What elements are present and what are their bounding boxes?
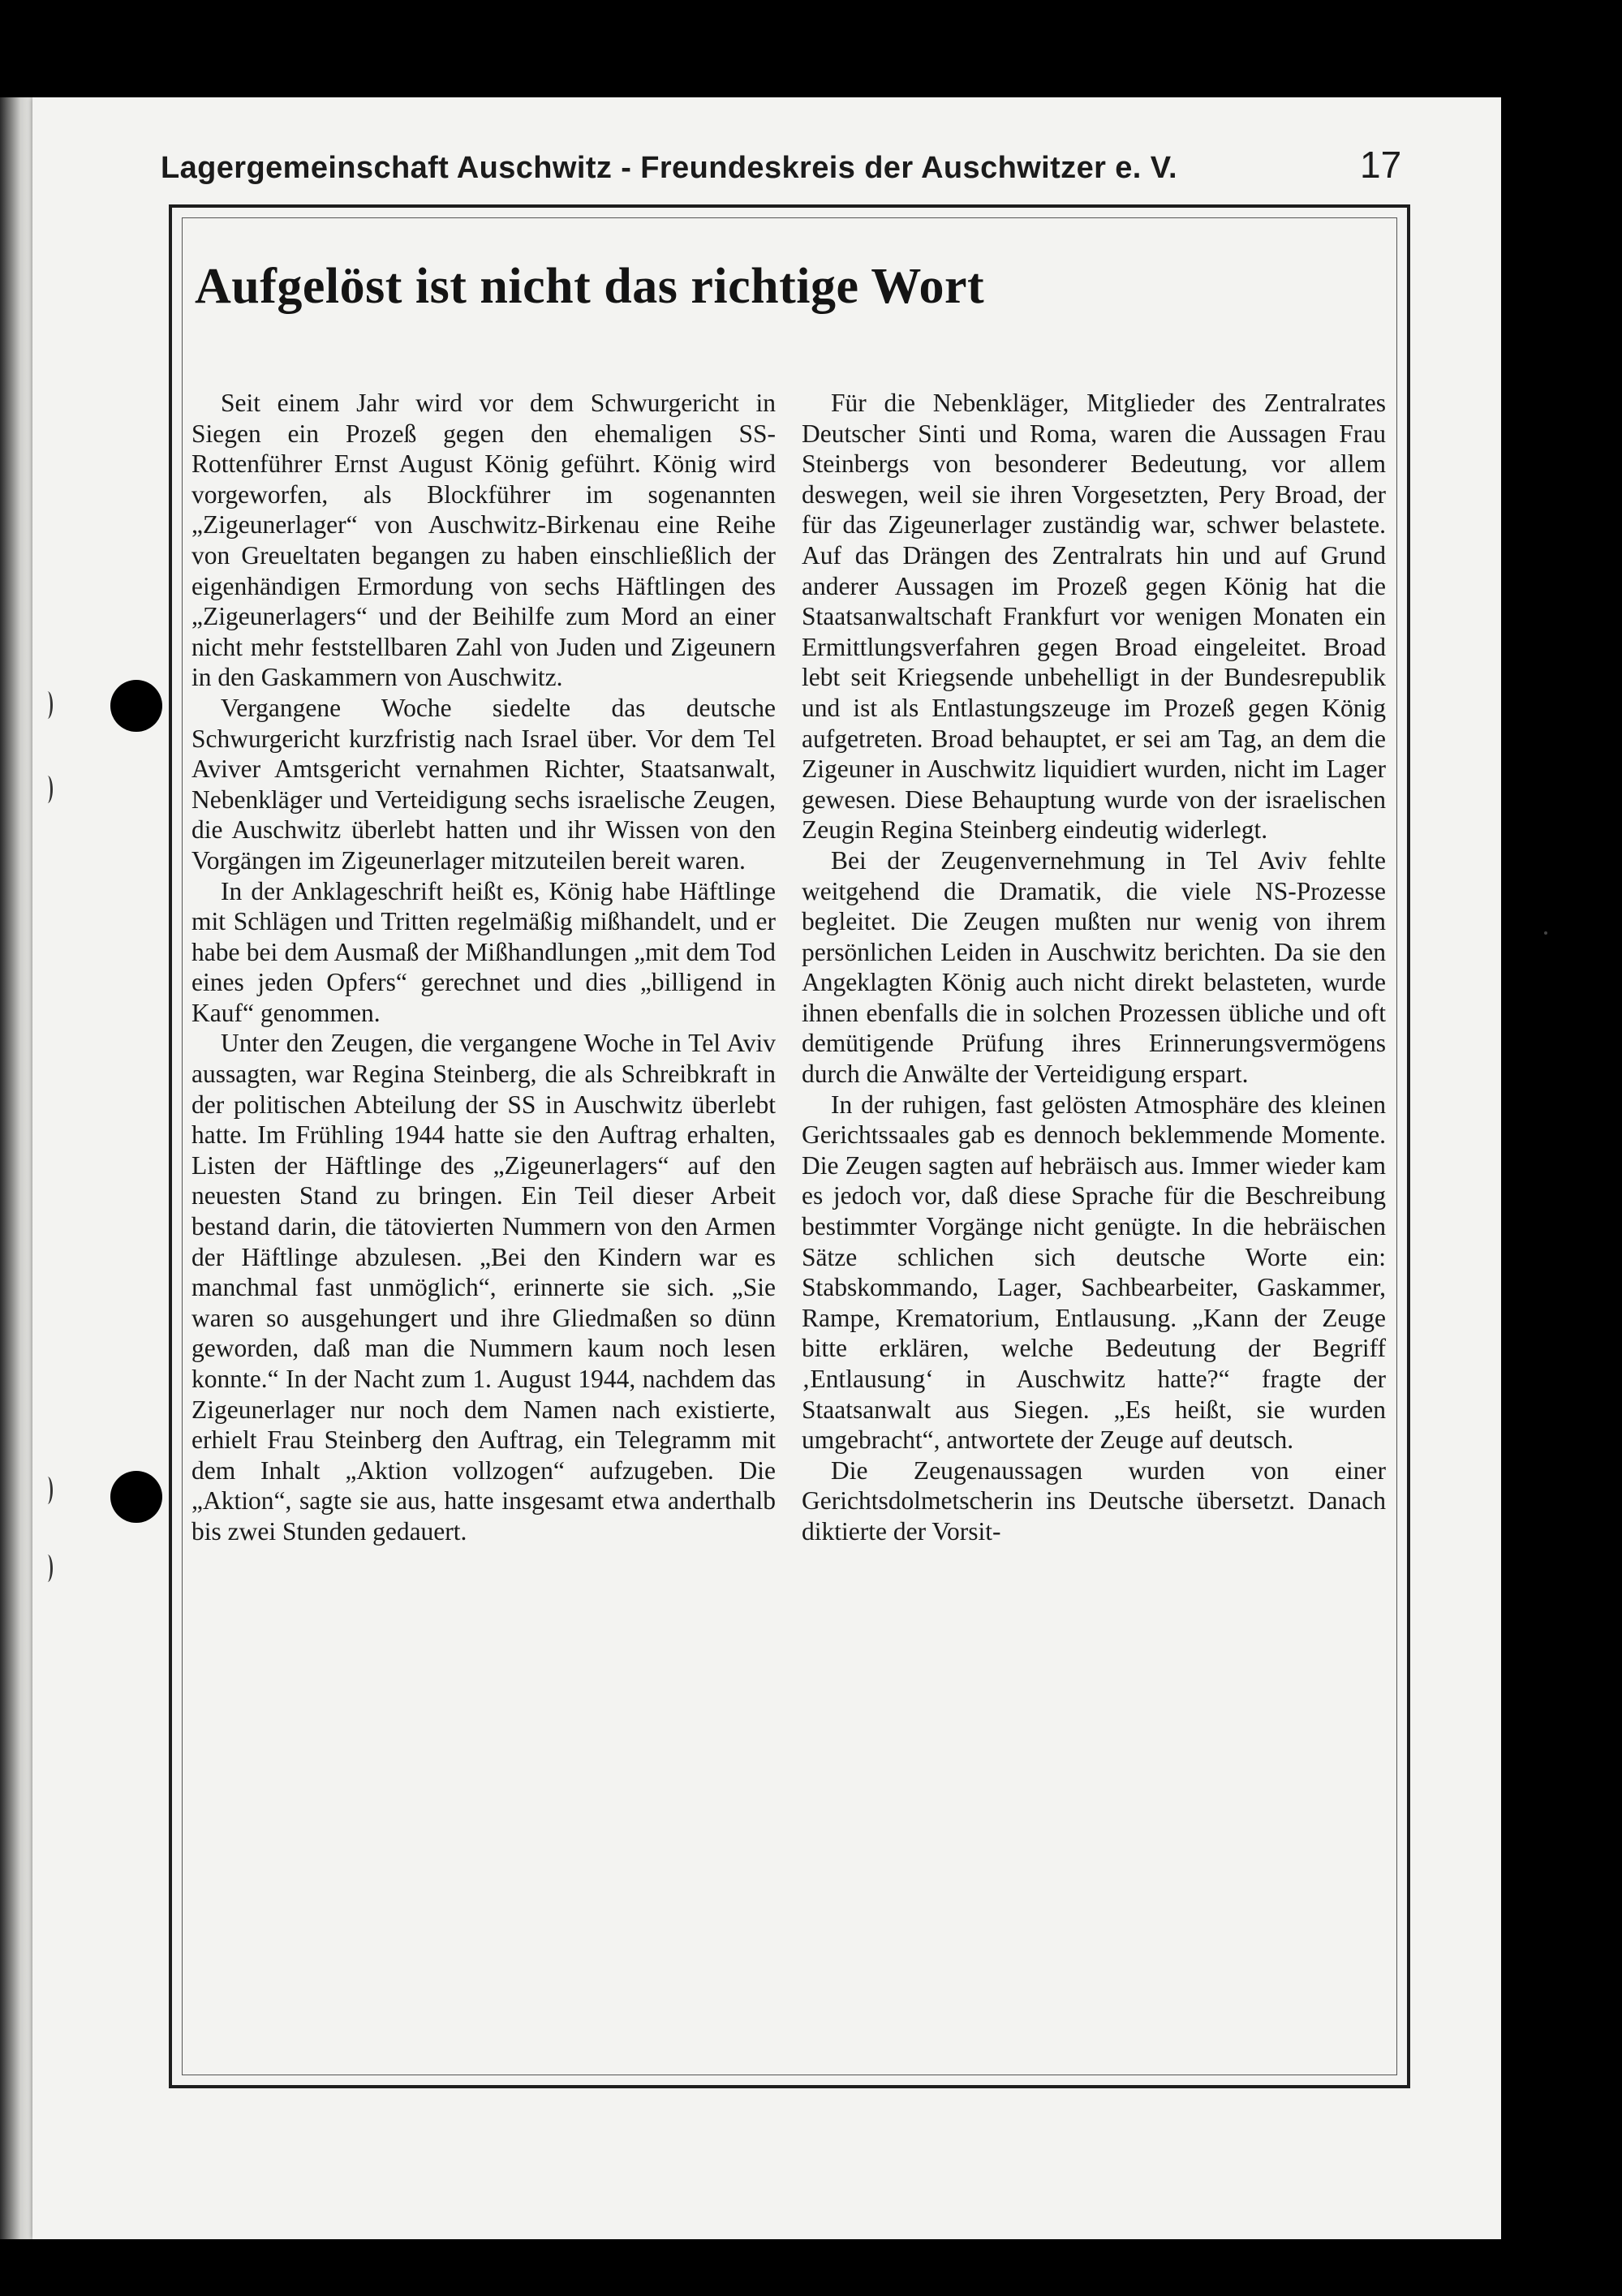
page-edge xyxy=(0,97,34,2239)
paragraph: Unter den Zeugen, die vergangene Woche in Tel Aviv aussagten, war Regina Steinberg, die als Schreibkraft in der politischen Abteilung der SS in Auschwitz überlebt hatte. Im Frühling 1944 hatte sie den Auftrag erhalten, Listen der Häftlinge des „Zigeunerlagers“ auf den neuesten Stand zu bringen. Ein Teil dieser Arbeit bestand darin, die tätovierten Nummern von den Armen der Häftlinge abzulesen. „Bei den Kindern war es manchmal fast unmöglich“, erinnerte sie sich. „Sie waren so ausgehungert und ihre Gliedmaßen so dünn geworden, daß man die Nummern kaum noch lesen konnte.“ In der Nacht zum 1. August 1944, nachdem das Zigeunerlager nur noch dem Namen nach existierte, erhielt Frau Steinberg den Auftrag, ein Telegramm mit dem Inhalt „Aktion vollzogen“ aufzugeben. Die „Aktion“, sagte sie aus, hatte insgesamt etwa anderthalb bis zwei Stunden gedauert. xyxy=(191,1029,776,1546)
page-number: 17 xyxy=(1360,144,1402,186)
article-column-right xyxy=(802,388,1386,1547)
binder-mark xyxy=(42,1554,53,1582)
speck xyxy=(1544,931,1547,935)
article-headline: Aufgelöst ist nicht das richtige Wort xyxy=(195,259,985,314)
binder-mark xyxy=(42,776,53,803)
binder-mark xyxy=(42,1477,53,1504)
paragraph: In der ruhigen, fast gelösten Atmosphäre des kleinen Gerichtssaales gab es dennoch beklemmende Momente. Die Zeugen sagten auf hebräisch aus. Immer wieder kam es jedoch vor, daß diese Sprache für die Beschreibung bestimmter Vorgänge nicht genügte. In die hebräischen Sätze schlichen sich deutsche Worte ein: Stabskommando, Lager, Sachbearbeiter, Gaskammer, Rampe, Krematorium, Entlausung. „Kann der Zeuge bitte erklären, welche Bedeutung der Begriff ‚Entlausung‘ in Auschwitz hatte?“ fragte der Staatsanwalt aus Siegen. „Es heißt, sie wurden umgebracht“, antwortete der Zeuge auf deutsch. xyxy=(802,1090,1386,1455)
publication-header: Lagergemeinschaft Auschwitz - Freundeskreis der Auschwitzer e. V. xyxy=(161,151,1177,185)
paragraph: Die Zeugenaussagen wurden von einer Gerichtsdolmetscherin ins Deutsche übersetzt. Danach diktierte der Vorsit- xyxy=(802,1455,1386,1546)
paragraph: Bei der Zeugenvernehmung in Tel Aviv fehlte weitgehend die Dramatik, die viele NS-Prozesse begleitet. Die Zeugen mußten nur wenig von ihrem persönlichen Leiden in Auschwitz berichten. Da sie den Angeklagten König auch nicht direkt belasteten, wurde ihnen ebenfalls die in solchen Prozessen übliche und oft demütigende Prüfung ihres Erinnerungsvermögens durch die Anwälte der Verteidigung erspart. xyxy=(802,845,1386,1089)
paragraph: Seit einem Jahr wird vor dem Schwurgericht in Siegen ein Prozeß gegen den ehemaligen SS-Rottenführer Ernst August König geführt. König wird vorgeworfen, als Blockführer im sogenannten „Zigeunerlager“ von Auschwitz-Birkenau eine Reihe von Greueltaten begangen zu haben einschließlich der eigenhändigen Ermordung von sechs Häftlingen des „Zigeunerlagers“ und der Beihilfe zum Mord an einer nicht mehr feststellbaren Zahl von Juden und Zigeunern in den Gaskammern von Auschwitz. xyxy=(191,389,776,692)
article-column-left xyxy=(191,388,776,1547)
paragraph: Für die Nebenkläger, Mitglieder des Zentralrates Deutscher Sinti und Roma, waren die Aussagen Frau Steinbergs von besonderer Bedeutung, vor allem deswegen, weil sie ihren Vorgesetzten, Pery Broad, der für das Zigeunerlager zuständig war, schwer belastete. Auf das Drängen des Zentralrats hin und auf Grund anderer Aussagen im Prozeß gegen König hat die Staatsanwaltschaft Frankfurt vor wenigen Monaten ein Ermittlungsverfahren gegen Broad eingeleitet. Broad lebt seit Kriegsende unbehelligt in der Bundesrepublik und ist als Entlastungszeuge im Prozeß gegen König aufgetreten. Broad behauptet, er sei am Tag, an dem die Zigeuner in Auschwitz liquidiert wurden, nicht im Lager gewesen. Diese Behauptung wurde von der israelischen Zeugin Regina Steinberg eindeutig widerlegt. xyxy=(802,389,1386,845)
paragraph: Vergangene Woche siedelte das deutsche Schwurgericht kurzfristig nach Israel über. Vor dem Tel Aviver Amtsgericht vernahmen Richter, Staatsanwalt, Nebenkläger und Verteidigung sechs israelische Zeugen, die Auschwitz überlebt hatten und ihr Wissen von den Vorgängen im Zigeunerlager mitzuteilen bereit waren. xyxy=(191,693,776,875)
binder-mark xyxy=(42,691,53,719)
punch-hole xyxy=(110,1471,162,1523)
paragraph: In der Anklageschrift heißt es, König habe Häftlinge mit Schlägen und Tritten regelmäßig mißhandelt, und er habe bei dem Ausmaß der Mißhandlungen „mit dem Tod eines jeden Opfers“ gerechnet und dies „billigend in Kauf“ genommen. xyxy=(191,876,776,1027)
punch-hole xyxy=(110,680,162,732)
